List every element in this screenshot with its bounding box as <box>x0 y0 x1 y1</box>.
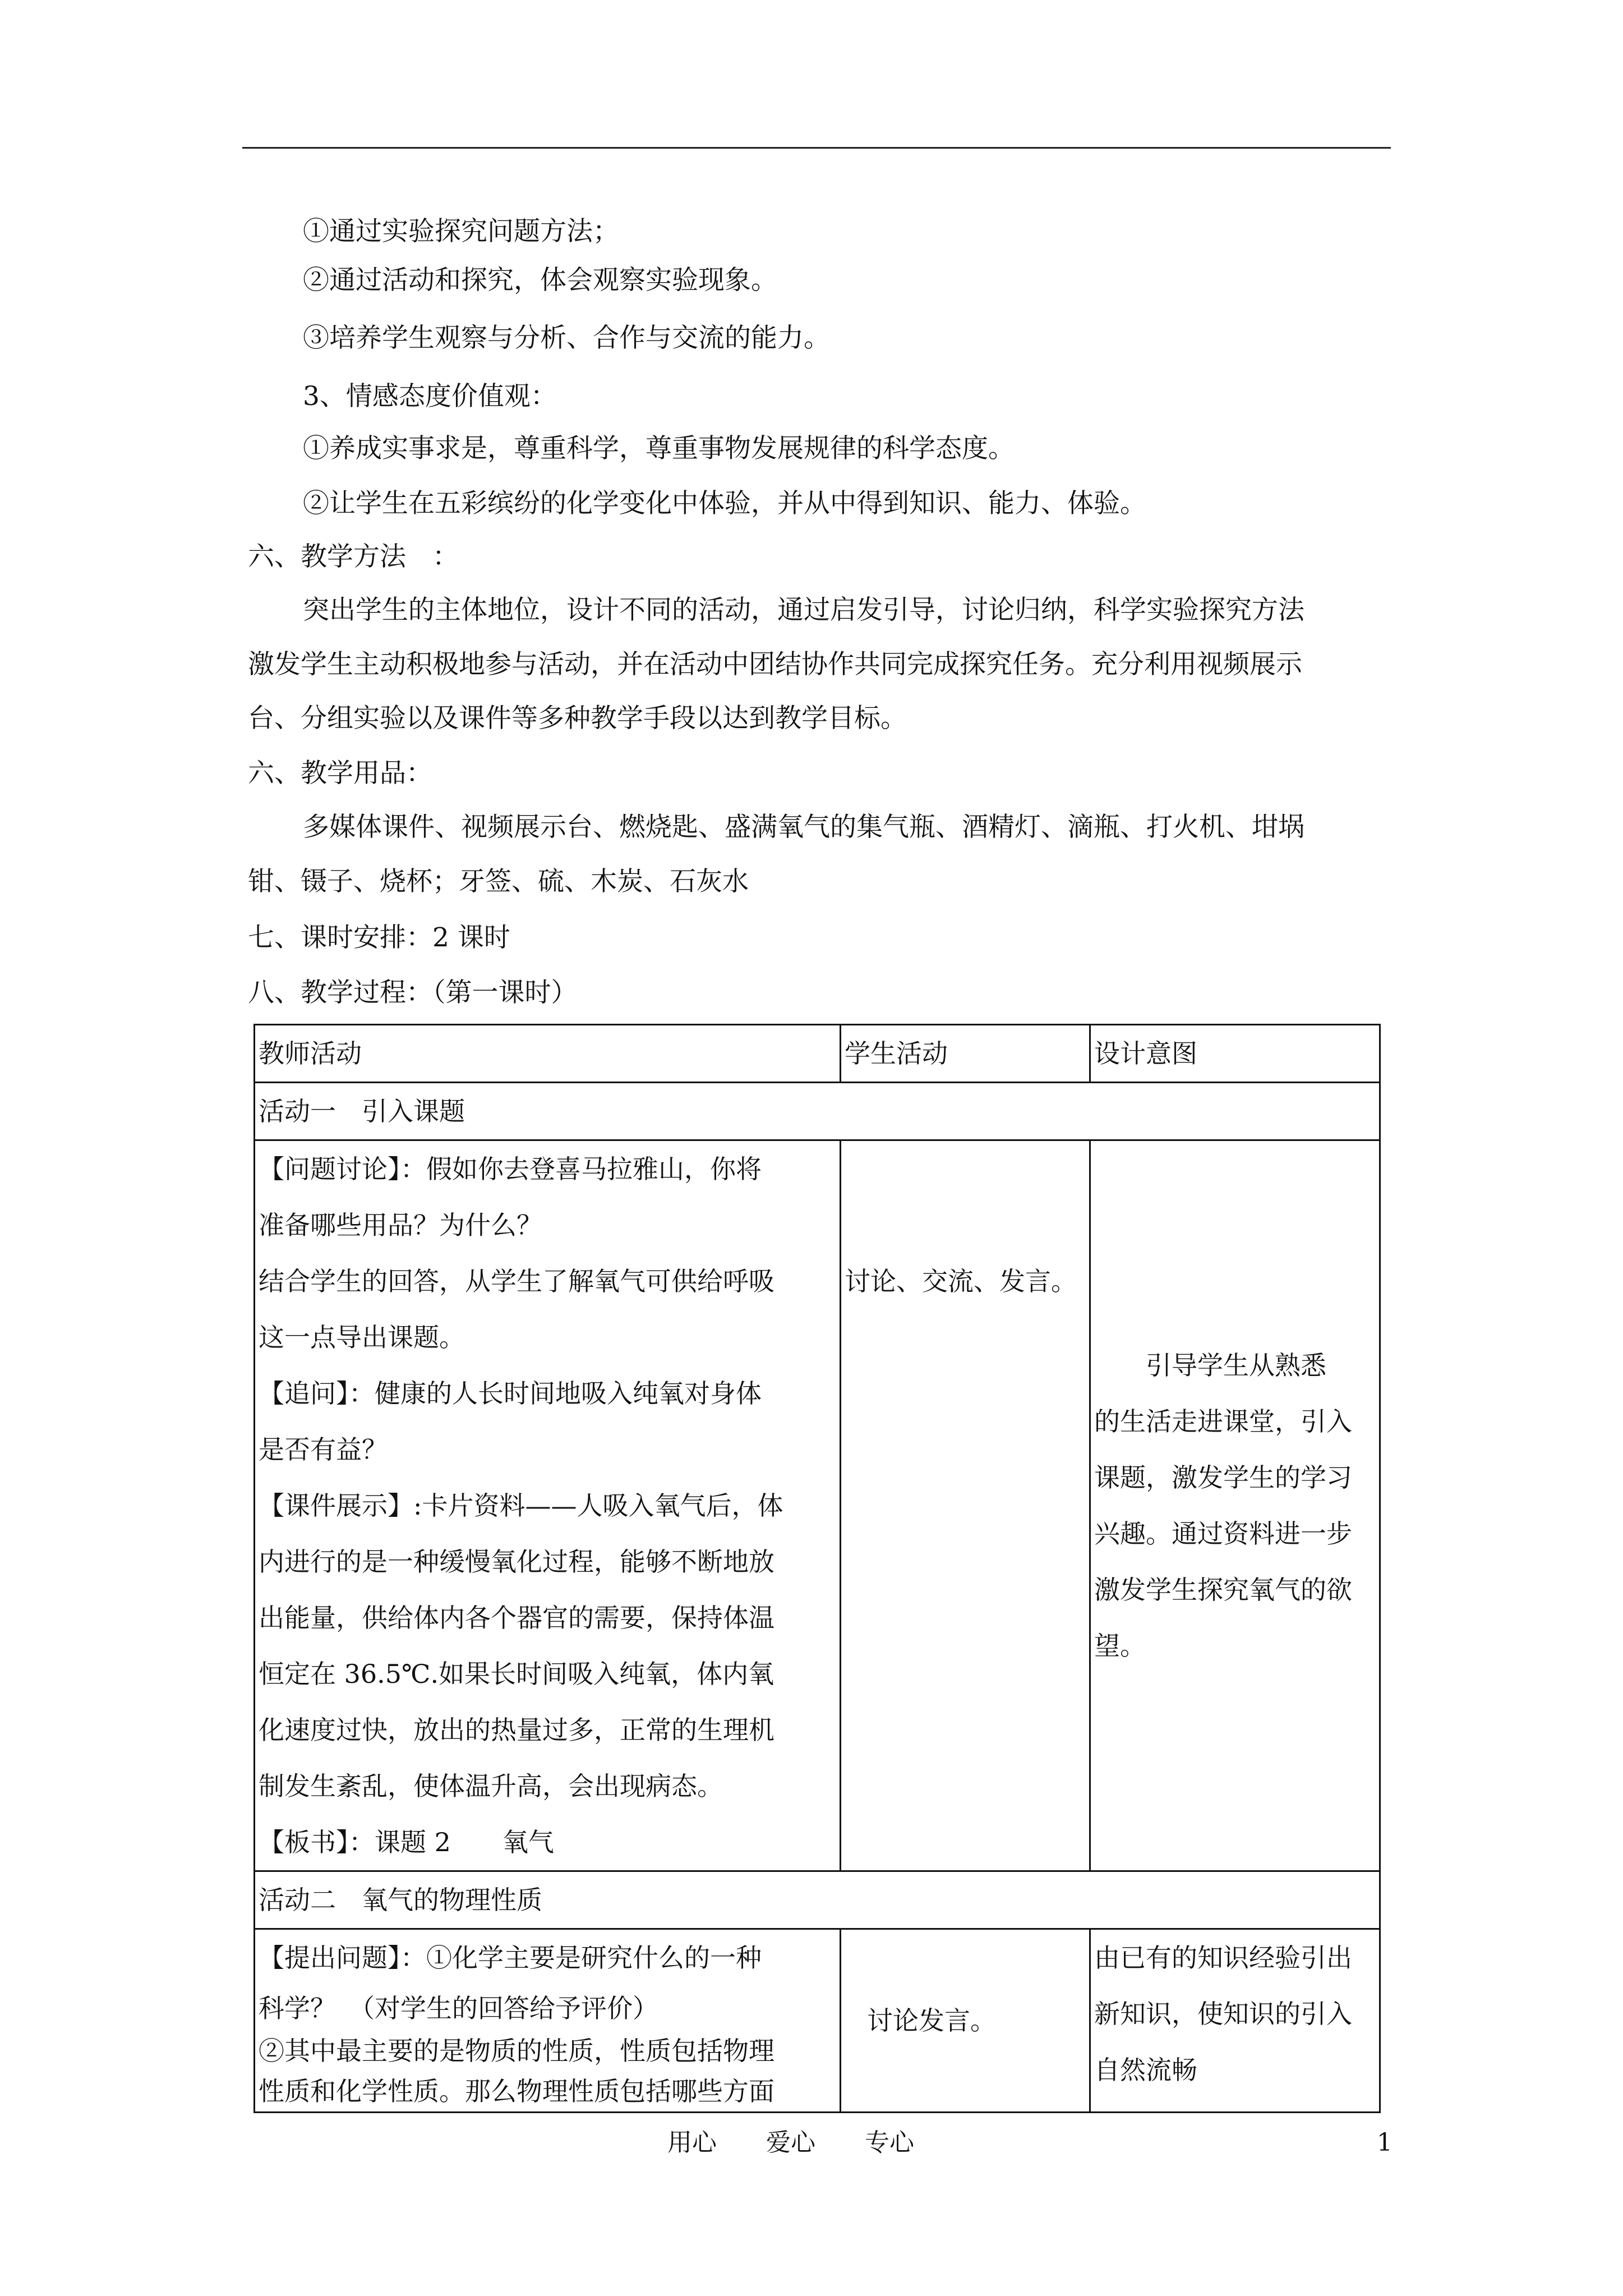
section-heading-attitude: 3、情感态度价值观： <box>303 381 557 412</box>
teacher-line: 结合学生的回答，从学生了解氧气可供给呼吸 <box>259 1266 774 1296</box>
objective-line-3: ③培养学生观察与分析、合作与交流的能力。 <box>303 323 830 353</box>
activity-1-title-row <box>255 1083 1380 1140</box>
section-heading-process: 八、教学过程：（第一课时） <box>248 977 578 1008</box>
teacher-line: 性质和化学性质。那么物理性质包括哪些方面 <box>259 2076 774 2106</box>
activity-2-row <box>255 1929 1380 2113</box>
activity-2-student-cell <box>841 1929 1090 2113</box>
section-heading-schedule: 七、课时安排：2 课时 <box>248 922 510 953</box>
intent-line: 新知识，使知识的引入 <box>1094 1999 1352 2029</box>
activity-2-title: 活动二 氧气的物理性质 <box>255 1871 1380 1929</box>
objective-line-1: ①通过实验探究问题方法； <box>303 216 619 247</box>
header-student-activity: 学生活动 <box>841 1025 1090 1083</box>
teacher-line: 制发生紊乱，使体温升高，会出现病态。 <box>259 1771 723 1801</box>
intent-line: 的生活走进课堂，引入 <box>1094 1406 1352 1437</box>
teaching-process-table <box>253 1024 1381 2113</box>
activity-1-title: 活动一 引入课题 <box>255 1083 1380 1140</box>
attitude-line-2: ②让学生在五彩缤纷的化学变化中体验，并从中得到知识、能力、体验。 <box>303 488 1146 519</box>
intent-line: 自然流畅 <box>1094 2055 1197 2085</box>
teacher-line: 是否有益？ <box>259 1434 388 1465</box>
teacher-line: 【板书】：课题 2 氧气 <box>259 1827 554 1857</box>
supplies-line-1: 多媒体课件、视频展示台、燃烧匙、盛满氧气的集气瓶、酒精灯、滴瓶、打火机、坩埚 <box>303 812 1304 843</box>
teacher-line: 准备哪些用品？为什么？ <box>259 1210 542 1240</box>
activity-2-teacher-cell <box>255 1929 841 2113</box>
teacher-line: 化速度过快，放出的热量过多，正常的生理机 <box>259 1715 774 1745</box>
intent-line: 激发学生探究氧气的欲 <box>1094 1575 1352 1605</box>
methods-paragraph-line-2: 激发学生主动积极地参与活动，并在活动中团结协作共同完成探究任务。充分利用视频展示 <box>248 649 1302 680</box>
intent-line: 由已有的知识经验引出 <box>1094 1943 1352 1973</box>
teacher-line: 科学？ （对学生的回答给予评价） <box>259 1993 658 2023</box>
teacher-line: ②其中最主要的是物质的性质，性质包括物理 <box>259 2036 774 2066</box>
teacher-line: 【问题讨论】：假如你去登喜马拉雅山，你将 <box>259 1154 762 1184</box>
intent-line: 引导学生从熟悉 <box>1094 1350 1326 1381</box>
supplies-line-2: 钳、镊子、烧杯；牙签、硫、木炭、石灰水 <box>248 866 749 897</box>
teacher-line: 【追问】：健康的人长时间地吸入纯氧对身体 <box>259 1378 762 1409</box>
student-activity-text: 讨论、交流、发言。 <box>845 1266 1077 1296</box>
activity-1-row <box>255 1140 1380 1871</box>
teacher-line: 出能量，供给体内各个器官的需要，保持体温 <box>259 1603 774 1633</box>
table-header-row <box>255 1025 1380 1083</box>
activity-2-title-row <box>255 1871 1380 1929</box>
intent-line: 兴趣。通过资料进一步 <box>1094 1519 1352 1549</box>
activity-2-intent-cell <box>1090 1929 1380 2113</box>
teacher-line: 【课件展示】:卡片资料——人吸入氧气后，体 <box>259 1490 783 1521</box>
header-teacher-activity: 教师活动 <box>255 1025 841 1083</box>
methods-paragraph-line-3: 台、分组实验以及课件等多种教学手段以达到教学目标。 <box>248 703 907 734</box>
header-design-intent: 设计意图 <box>1090 1025 1380 1083</box>
teacher-line: 【提出问题】：①化学主要是研究什么的一种 <box>259 1943 762 1973</box>
activity-1-intent-cell <box>1090 1140 1380 1871</box>
intent-line: 望。 <box>1094 1631 1146 1661</box>
section-heading-methods: 六、教学方法 ： <box>248 541 459 572</box>
activity-1-teacher-cell <box>255 1140 841 1871</box>
section-heading-supplies: 六、教学用品： <box>248 758 432 789</box>
footer-motto: 用心 爱心 专心 <box>667 2128 914 2157</box>
student-activity-text: 讨论发言。 <box>867 2005 996 2036</box>
teacher-line: 这一点导出课题。 <box>259 1322 465 1352</box>
page-number: 1 <box>1377 2128 1393 2157</box>
teacher-line: 恒定在 36.5℃.如果长时间吸入纯氧，体内氧 <box>259 1659 774 1689</box>
activity-1-student-cell <box>841 1140 1090 1871</box>
attitude-line-1: ①养成实事求是，尊重科学，尊重事物发展规律的科学态度。 <box>303 433 1015 464</box>
header-rule <box>242 147 1391 149</box>
teacher-line: 内进行的是一种缓慢氧化过程，能够不断地放 <box>259 1547 774 1577</box>
methods-paragraph-line-1: 突出学生的主体地位，设计不同的活动，通过启发引导，讨论归纳，科学实验探究方法 <box>303 595 1304 625</box>
objective-line-2: ②通过活动和探究，体会观察实验现象。 <box>303 265 777 296</box>
intent-line: 课题，激发学生的学习 <box>1094 1462 1352 1493</box>
